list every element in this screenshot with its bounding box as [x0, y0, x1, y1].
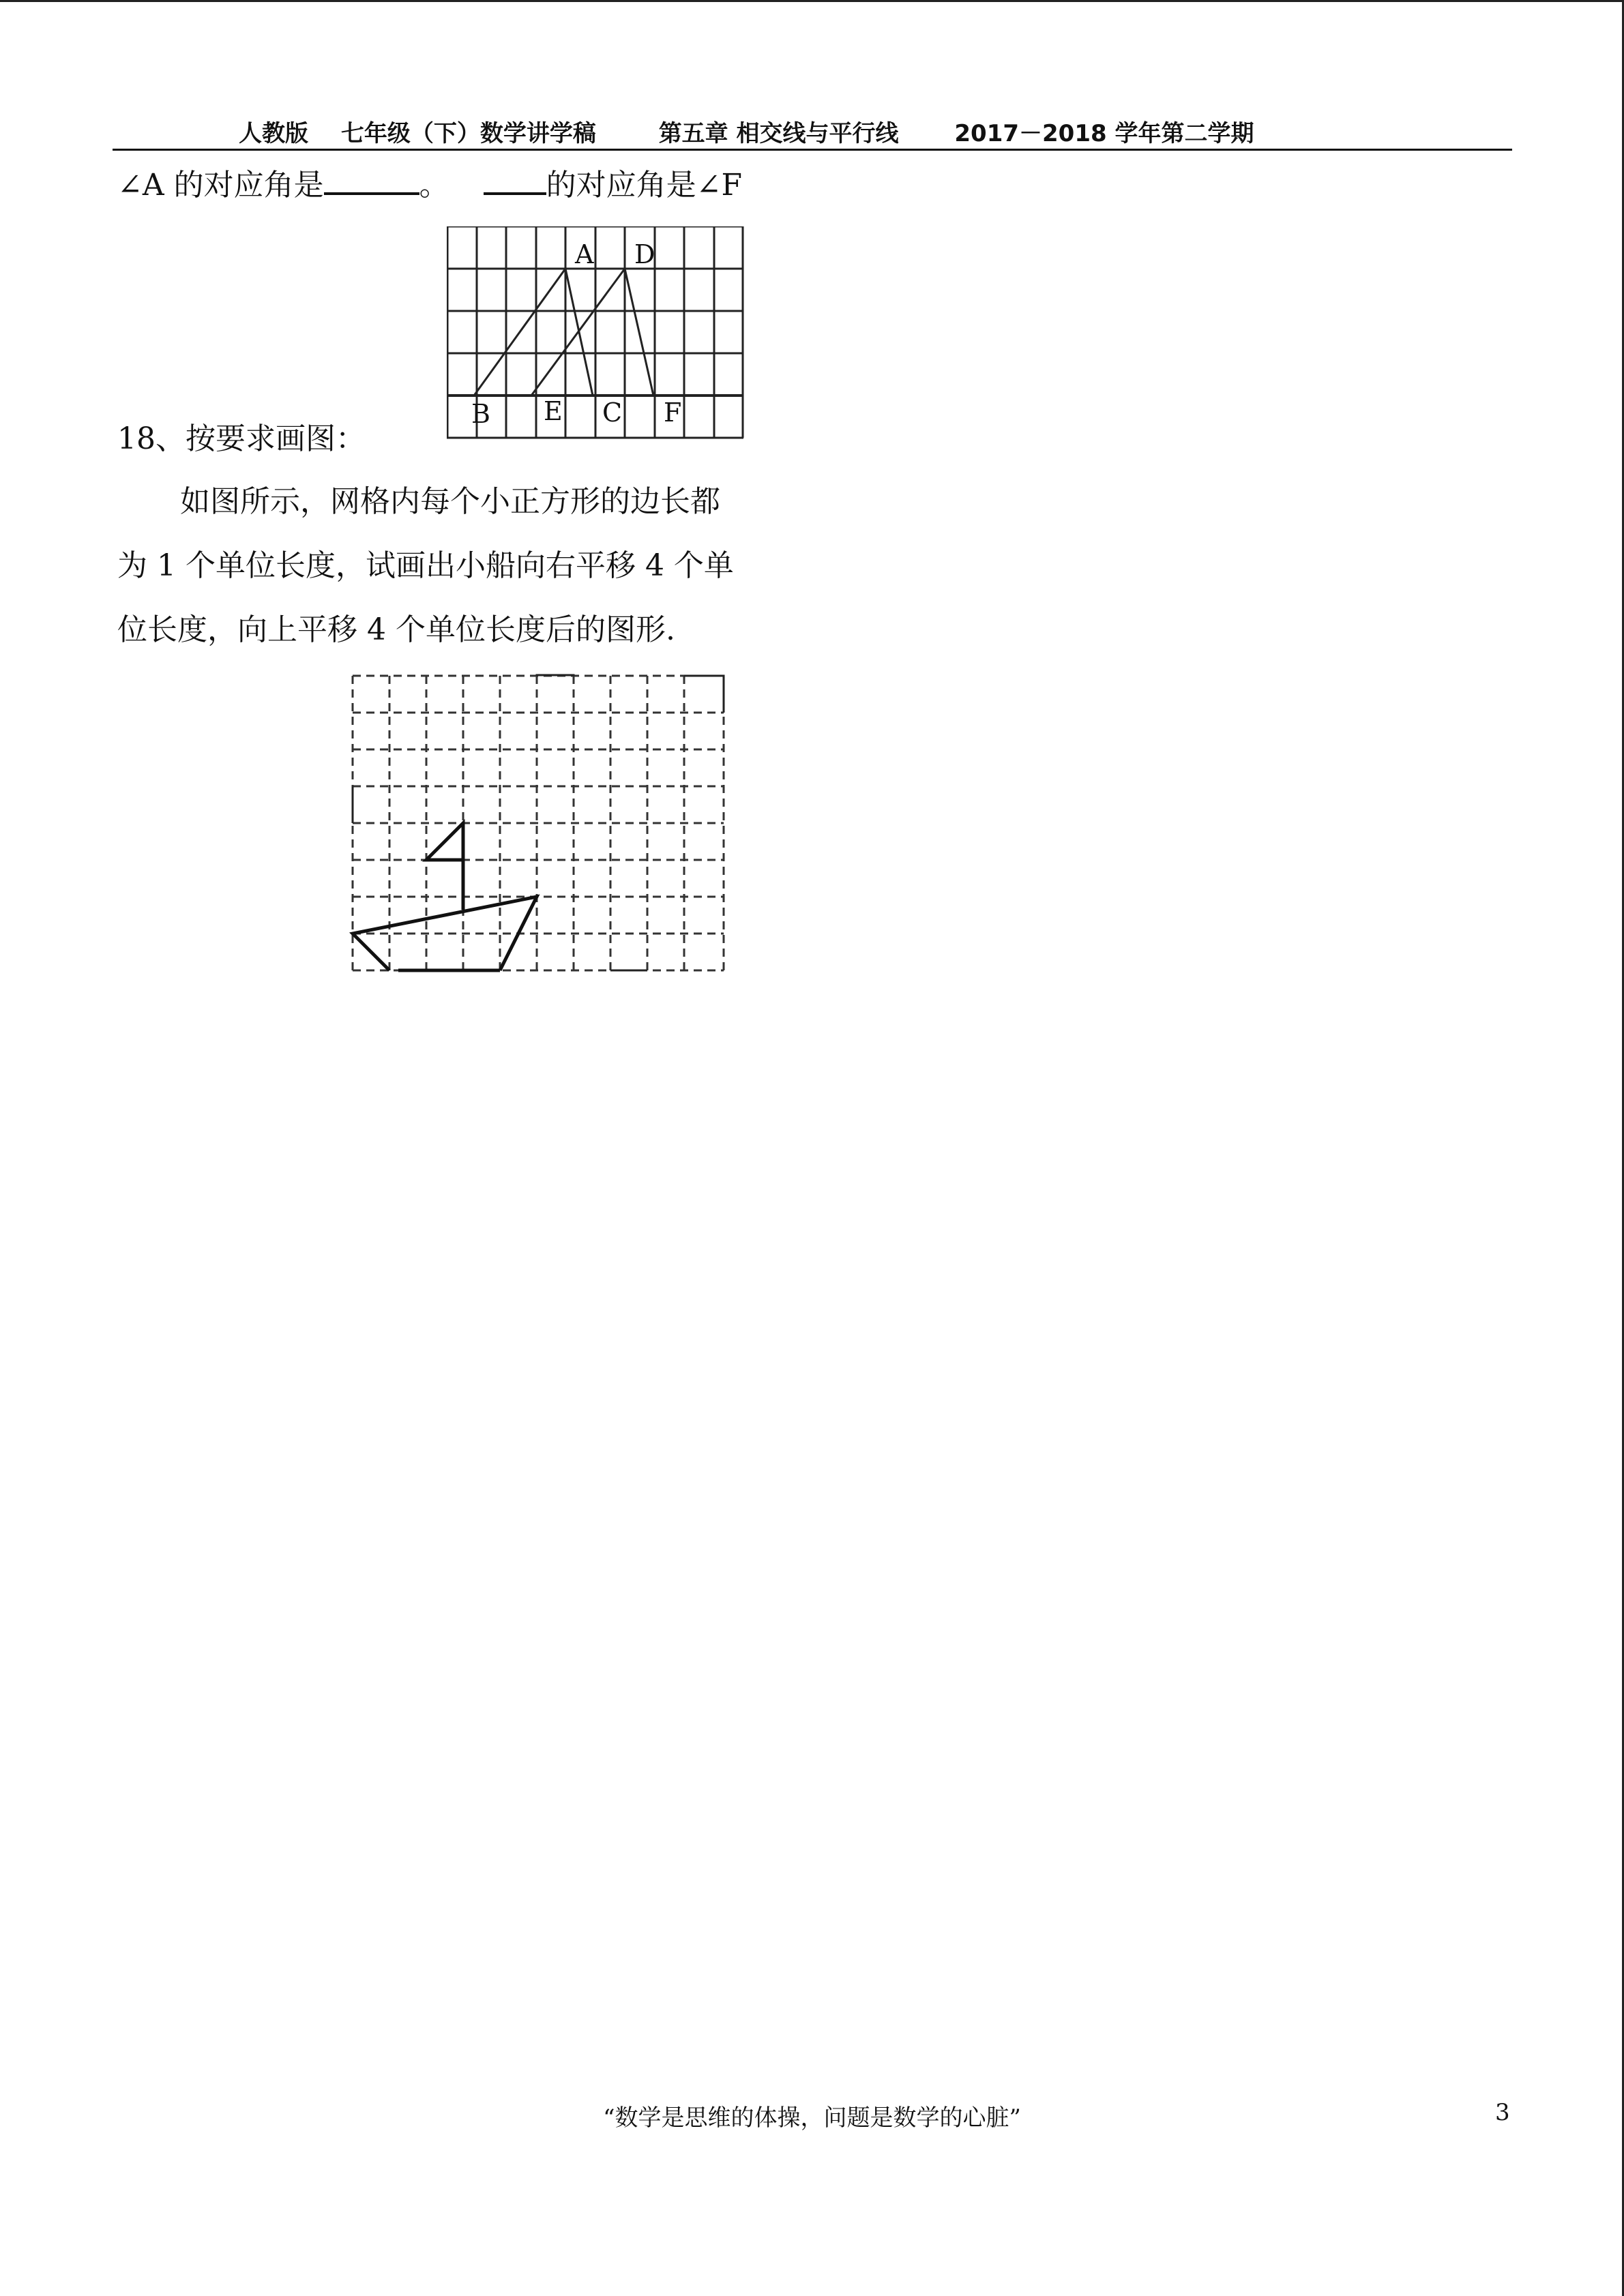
- q17-part3: 的对应角是∠F: [546, 168, 743, 203]
- label-b: B: [471, 399, 490, 429]
- header-term: 2017－2018 学年第二学期: [954, 120, 1254, 147]
- answer-blank-2[interactable]: [484, 165, 546, 195]
- label-d: D: [634, 239, 655, 269]
- question-18-title: 18、按要求画图：: [117, 421, 366, 456]
- question-18-line-2: 为 1 个单位长度，试画出小船向右平移 4 个单: [117, 548, 734, 583]
- question-18-line-3: 位长度，向上平移 4 个单位长度后的图形.: [117, 612, 675, 647]
- label-e: E: [544, 396, 563, 426]
- translation-grid-figure: [447, 226, 744, 445]
- page-number: 3: [1495, 2099, 1510, 2126]
- label-a: A: [575, 239, 594, 269]
- q17-part1: ∠A 的对应角是: [117, 168, 324, 203]
- q17-part2: 。: [419, 168, 449, 203]
- question-17-text: [117, 165, 742, 206]
- header-chapter: 第五章 相交线与平行线: [658, 120, 899, 147]
- label-c: C: [602, 398, 623, 428]
- boat-grid-figure: [349, 674, 728, 978]
- boat-sail: [426, 823, 463, 860]
- page-top-border: [0, 0, 1624, 2]
- dashed-grid: [353, 676, 724, 970]
- header-grade: 七年级（下）数学讲学稿: [340, 120, 596, 147]
- footer-quote: “数学是思维的体操，问题是数学的心脏”: [603, 2104, 1021, 2132]
- label-f: F: [664, 398, 682, 428]
- page-header: [239, 115, 1254, 148]
- answer-blank-1[interactable]: [324, 165, 419, 195]
- header-publisher: 人教版: [239, 120, 308, 147]
- figure1-grid: [447, 226, 743, 438]
- header-rule: [113, 149, 1512, 151]
- question-18-line-1: 如图所示，网格内每个小正方形的边长都: [180, 484, 720, 519]
